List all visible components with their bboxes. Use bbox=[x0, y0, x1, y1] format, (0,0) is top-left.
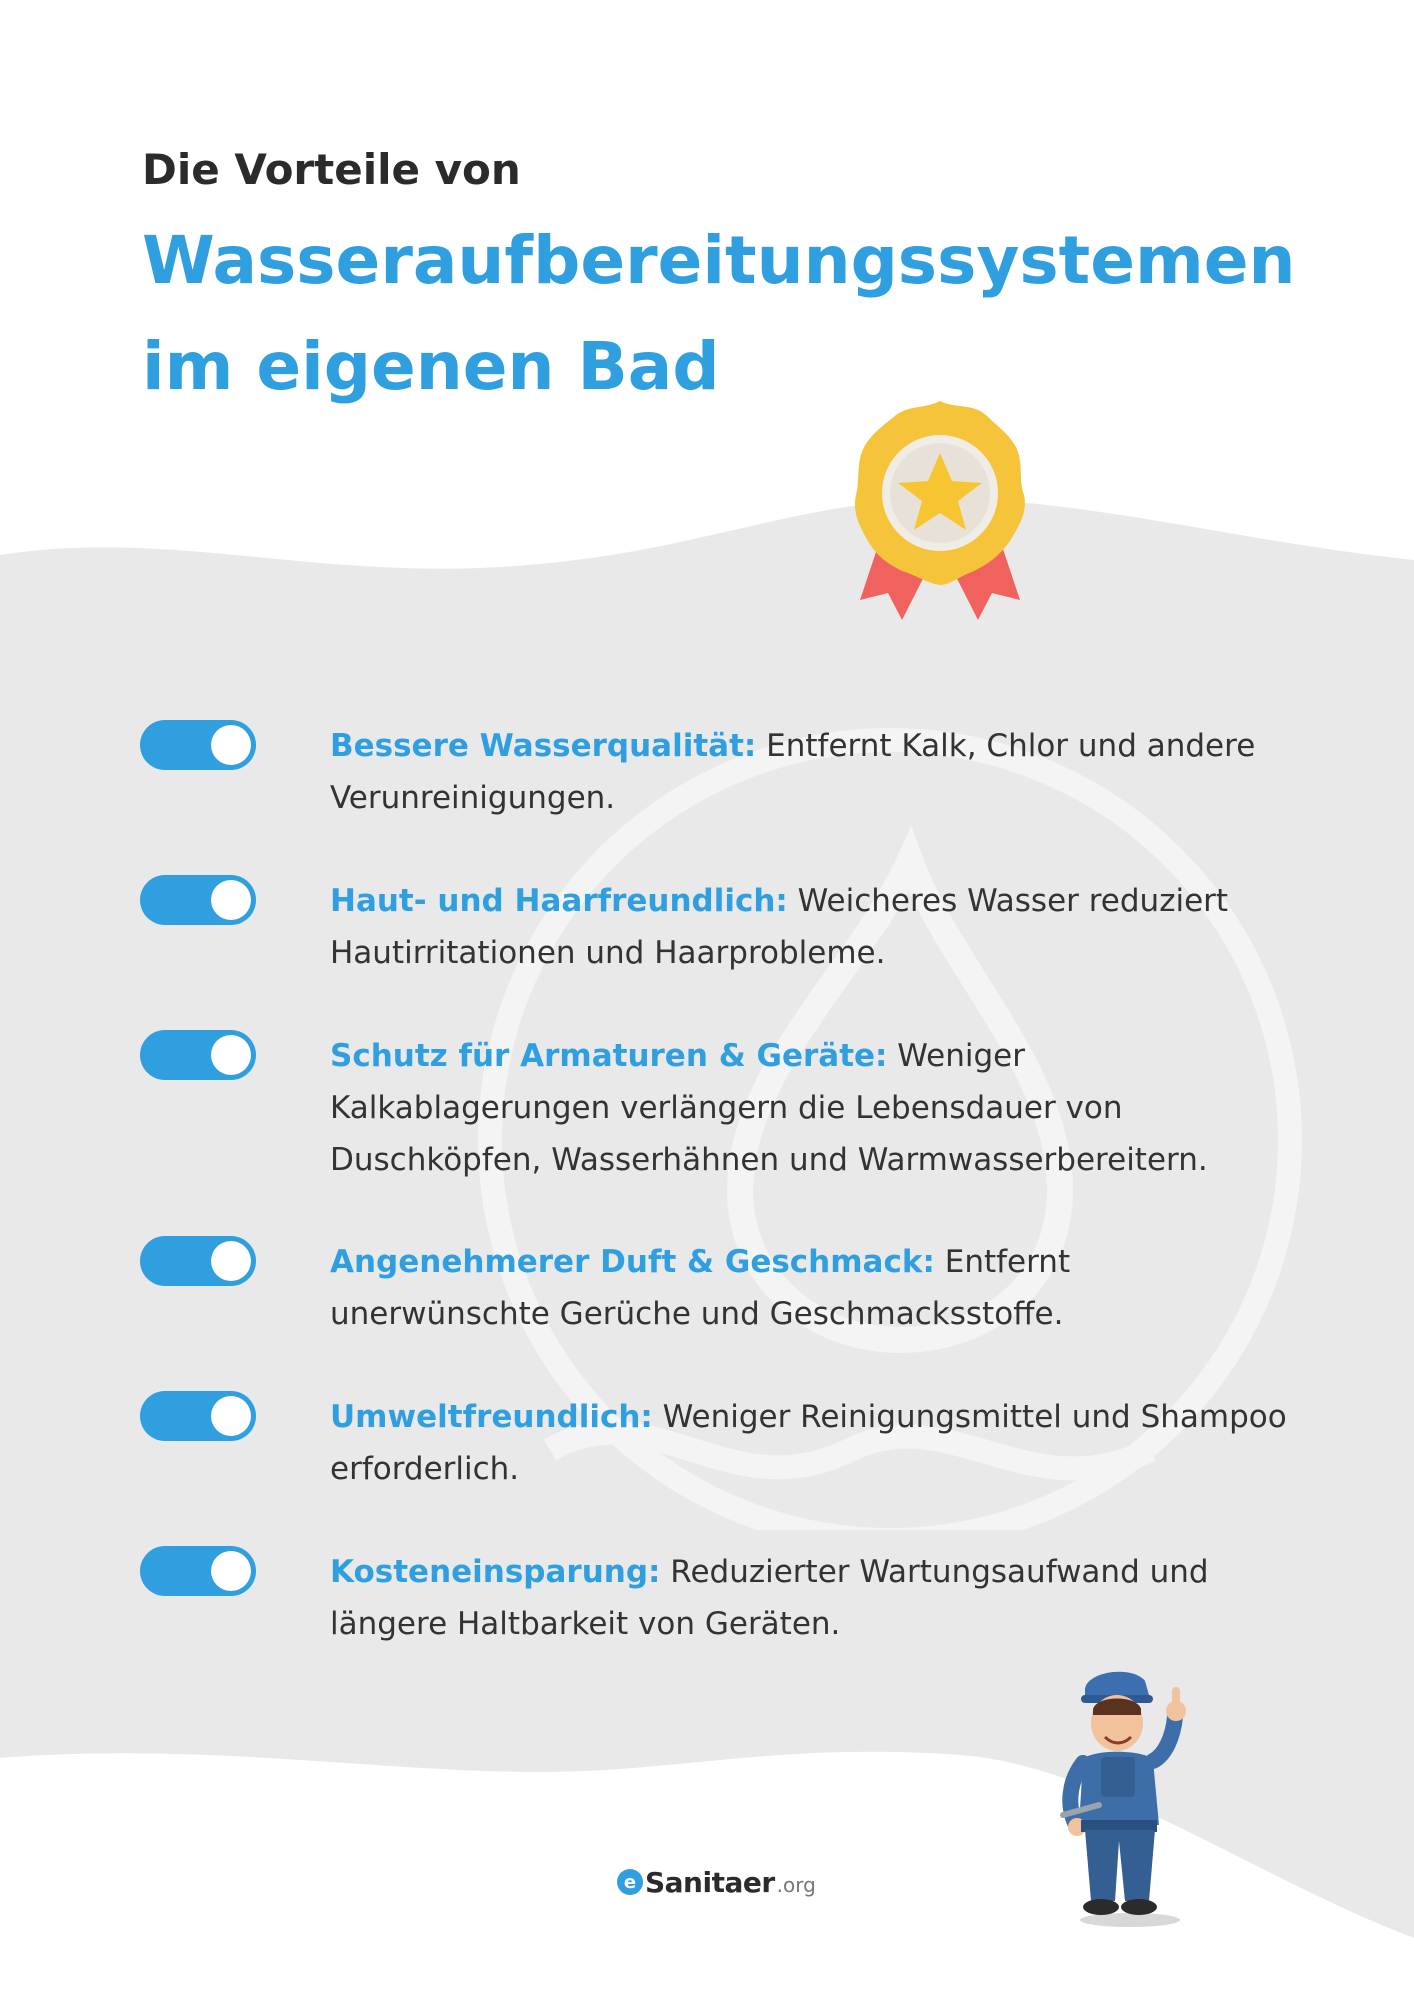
benefit-label: Haut- und Haarfreundlich: bbox=[330, 883, 788, 919]
benefit-text bbox=[330, 875, 1290, 979]
toggle-knob bbox=[211, 880, 251, 920]
benefit-label: Bessere Wasserqualität: bbox=[330, 728, 757, 764]
toggle-knob bbox=[211, 1035, 251, 1075]
logo-name: Sanitaer bbox=[645, 1865, 775, 1899]
benefit-label: Schutz für Armaturen & Geräte: bbox=[330, 1038, 888, 1074]
benefit-label: Angenehmerer Duft & Geschmack: bbox=[330, 1244, 935, 1280]
page-title-line-2: im eigenen Bad bbox=[142, 328, 720, 405]
benefit-description: Entfernt Kalk, Chlor und andere Verunreinigungen. bbox=[330, 728, 1256, 816]
toggle-switch[interactable] bbox=[140, 1030, 256, 1080]
plumber-mascot bbox=[1045, 1665, 1220, 1930]
benefit-text bbox=[330, 1546, 1290, 1650]
benefit-label: Umweltfreundlich: bbox=[330, 1399, 653, 1435]
benefit-text bbox=[330, 1030, 1290, 1186]
benefit-text bbox=[330, 1391, 1290, 1495]
benefit-description: Weniger Reinigungsmittel und Shampoo erforderlich. bbox=[330, 1399, 1287, 1487]
benefit-description: Weicheres Wasser reduziert Hautirritationen und Haarprobleme. bbox=[330, 883, 1229, 971]
toggle-switch[interactable] bbox=[140, 1391, 256, 1441]
page-title-line-1: Wasseraufbereitungssystemen bbox=[142, 222, 1296, 299]
toggle-knob bbox=[211, 725, 251, 765]
benefit-label: Kosteneinsparung: bbox=[330, 1554, 661, 1590]
toggle-switch[interactable] bbox=[140, 1236, 256, 1286]
page-subtitle: Die Vorteile von bbox=[142, 145, 521, 194]
benefit-text bbox=[330, 1236, 1290, 1340]
toggle-knob bbox=[211, 1551, 251, 1591]
logo-tld: .org bbox=[776, 1873, 816, 1897]
benefit-description: Entfernt unerwünschte Gerüche und Geschmacksstoffe. bbox=[330, 1244, 1071, 1332]
toggle-switch[interactable] bbox=[140, 1546, 256, 1596]
benefit-description: Weniger Kalkablagerungen verlängern die Lebensdauer von Duschköpfen, Wasserhähnen und Warmwasserbereitern. bbox=[330, 1038, 1208, 1178]
benefit-description: Reduzierter Wartungsaufwand und längere Haltbarkeit von Geräten. bbox=[330, 1554, 1209, 1642]
benefit-text bbox=[330, 720, 1290, 824]
toggle-switch[interactable] bbox=[140, 720, 256, 770]
logo-mark: e bbox=[617, 1869, 643, 1895]
brand-logo bbox=[617, 1862, 816, 1902]
toggle-knob bbox=[211, 1241, 251, 1281]
toggle-knob bbox=[211, 1396, 251, 1436]
toggle-switch[interactable] bbox=[140, 875, 256, 925]
